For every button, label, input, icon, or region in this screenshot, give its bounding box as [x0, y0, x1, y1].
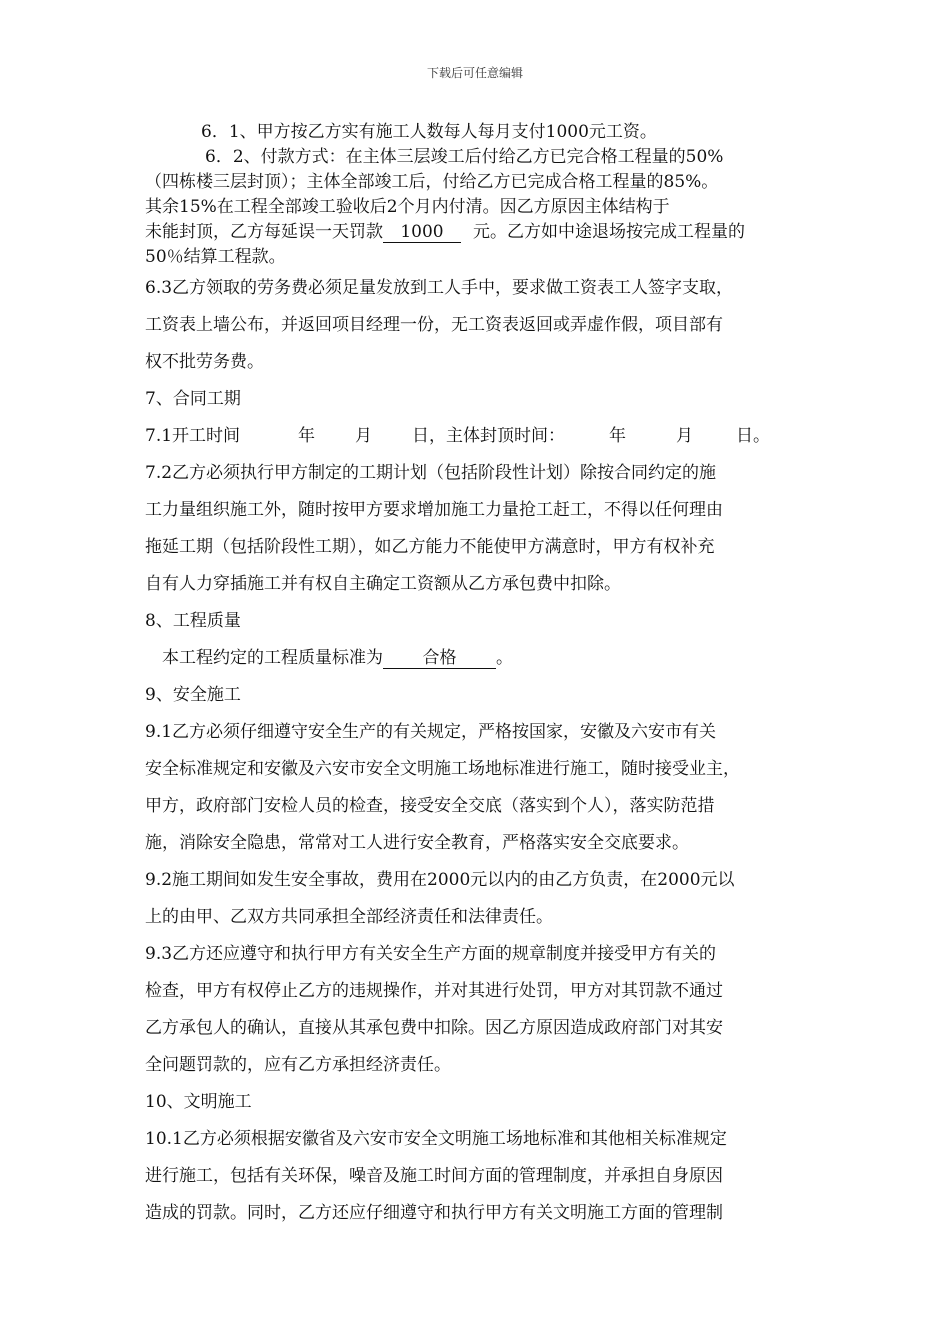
- quality-standard-blank: 合格: [383, 648, 496, 669]
- clause-10-1-line-3: 造成的罚款。同时，乙方还应仔细遵守和执行甲方有关文明施工方面的管理制: [145, 1203, 723, 1223]
- clause-6-2-line-1: 6．2、付款方式：在主体三层竣工后付给乙方已完合格工程量的50%: [205, 147, 724, 167]
- clause-9-1-line-4: 施，消除安全隐患，常常对工人进行安全教育，严格落实安全交底要求。: [145, 833, 689, 853]
- clause-6-3-line-1: 6.3乙方领取的劳务费必须足量发放到工人手中，要求做工资表工人签字支取，: [145, 278, 734, 298]
- clause-9-1-line-1: 9.1乙方必须仔细遵守安全生产的有关规定，严格按国家，安徽及六安市有关: [145, 722, 717, 742]
- clause-9-3-line-3: 乙方承包人的确认，直接从其承包费中扣除。因乙方原因造成政府部门对其安: [145, 1018, 723, 1038]
- clause-10-1-line-1: 10.1乙方必须根据安徽省及六安市安全文明施工场地标准和其他相关标准规定: [145, 1129, 727, 1149]
- clause-7-2-line-4: 自有人力穿插施工并有权自主确定工资额从乙方承包费中扣除。: [145, 574, 621, 594]
- clause-10-1-line-2: 进行施工，包括有关环保，噪音及施工时间方面的管理制度，并承担自身原因: [145, 1166, 723, 1186]
- clause-6-3-line-3: 权不批劳务费。: [145, 352, 264, 372]
- clause-9-3-line-2: 检查，甲方有权停止乙方的违规操作，并对其进行处罚，甲方对其罚款不通过: [145, 981, 723, 1001]
- clause-7-2-line-1: 7.2乙方必须执行甲方制定的工期计划（包括阶段性计划）除按合同约定的施: [145, 463, 717, 483]
- quality-label: 本工程约定的工程质量标准为: [162, 648, 383, 668]
- clause-6-2-line-5: 50％结算工程款。: [145, 247, 286, 267]
- clause-6-2-text-a: 未能封顶，乙方每延误一天罚款: [145, 222, 383, 242]
- start-date-label: 7.1开工时间: [145, 426, 241, 446]
- section-8-heading: 8、工程质量: [145, 611, 241, 631]
- clause-6-2-line-4: [145, 220, 810, 245]
- clause-7-2-line-3: 拖延工期（包括阶段性工期），如乙方能力不能使甲方满意时，甲方有权补充: [145, 537, 715, 557]
- page-header: 下载后可任意编辑: [426, 66, 523, 80]
- contract-body: [145, 270, 815, 1232]
- fine-amount-blank: 1000: [383, 222, 461, 243]
- section-10-heading: 10、文明施工: [145, 1092, 252, 1112]
- clause-9-2-line-2: 上的由甲、乙双方共同承担全部经济责任和法律责任。: [145, 907, 553, 927]
- clause-9-3-line-4: 全问题罚款的，应有乙方承担经济责任。: [145, 1055, 451, 1075]
- start-month-label: 月: [355, 426, 373, 446]
- clause-8-quality: [145, 640, 815, 677]
- start-year-label: 年: [298, 426, 316, 446]
- section-6-1-6-2: [145, 120, 810, 270]
- clause-9-1-line-2: 安全标准规定和安徽及六安市安全文明施工场地标准进行施工，随时接受业主，: [145, 759, 740, 779]
- topping-day-label: 日。: [736, 426, 771, 446]
- clause-9-3-line-1: 9.3乙方还应遵守和执行甲方有关安全生产方面的规章制度并接受甲方有关的: [145, 944, 717, 964]
- clause-6-2-text-b: 元。乙方如中途退场按完成工程量的: [473, 222, 745, 242]
- start-day-label: 日，主体封顶时间：: [412, 426, 566, 446]
- topping-year-label: 年: [609, 426, 627, 446]
- clause-6-2-line-2: （四栋楼三层封顶）；主体全部竣工后，付给乙方已完成合格工程量的85%。: [145, 172, 719, 192]
- section-7-heading: 7、合同工期: [145, 389, 241, 409]
- clause-7-1: [145, 418, 815, 455]
- clause-9-2-line-1: 9.2施工期间如发生安全事故，费用在2000元以内的由乙方负责，在2000元以: [145, 870, 735, 890]
- clause-9-1-line-3: 甲方，政府部门安检人员的检查，接受安全交底（落实到个人），落实防范措: [145, 796, 715, 816]
- quality-period: 。: [496, 648, 513, 668]
- clause-6-1: 6．1、甲方按乙方实有施工人数每人每月支付1000元工资。: [201, 122, 657, 142]
- clause-6-2-line-3: 其余15%在工程全部竣工验收后2个月内付清。因乙方原因主体结构于: [145, 197, 670, 217]
- clause-7-2-line-2: 工力量组织施工外，随时按甲方要求增加施工力量抢工赶工，不得以任何理由: [145, 500, 723, 520]
- topping-month-label: 月: [676, 426, 694, 446]
- clause-6-3-line-2: 工资表上墙公布，并返回项目经理一份，无工资表返回或弄虚作假，项目部有: [145, 315, 723, 335]
- section-9-heading: 9、安全施工: [145, 685, 241, 705]
